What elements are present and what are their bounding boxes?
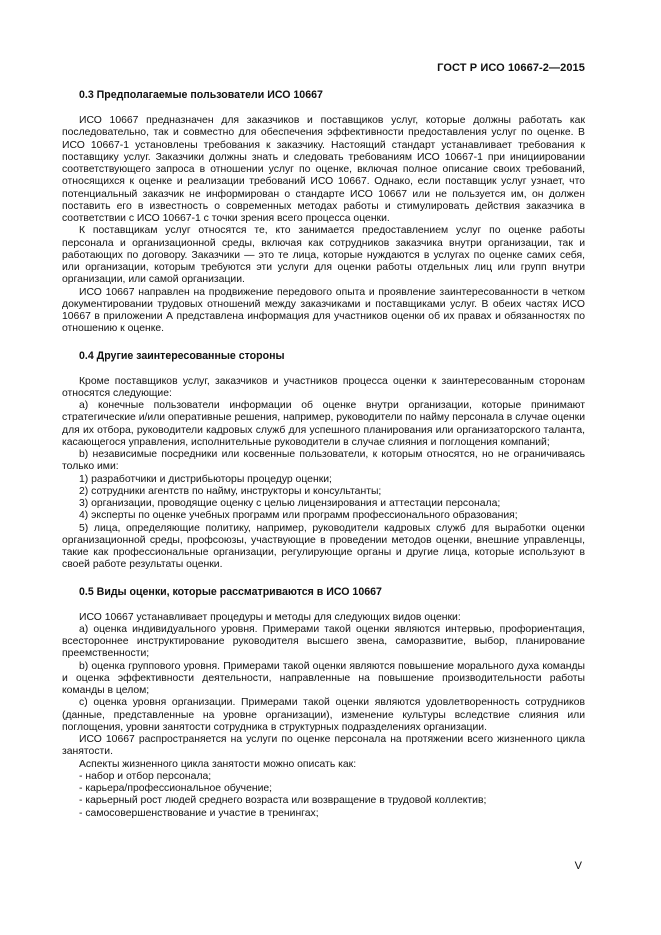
sub-list-item: - карьерный рост людей среднего возраста или возвращение в трудовой коллектив; — [79, 795, 487, 807]
sub-list-item: 1) разработчики и дистрибьюторы процедур оценки; — [79, 473, 332, 485]
section-heading: 0.4 Другие заинтересованные стороны — [79, 349, 285, 362]
sub-list-item: - карьера/профессиональное обучение; — [79, 783, 273, 794]
list-item: a) конечные пользователи информации об оценке внутри организации, которые принимают стратегические и/или оперативные решения, например, руководители по найму персонала в случае оценки для их отбора, руководители кадровых служб для успешного планирования или организаторского таланта, касающегося управления, исполнительные руководители в случае слияния и поглощения компаний; — [62, 400, 585, 448]
paragraph: ИСО 10667 устанавливает процедуры и методы для следующих видов оценки: — [79, 611, 461, 623]
paragraph: Кроме поставщиков услуг, заказчиков и участников процесса оценки к заинтересованным сторонам относятся следующие: — [62, 375, 585, 399]
list-item: a) оценка индивидуального уровня. Примерами такой оценки являются интервью, профориентация, всестороннее инструктирование руководителя высшего звена, саморазвитие, выбор, планирование преемственности; — [62, 623, 585, 660]
page-number: V — [574, 860, 582, 872]
sub-list-item: - набор и отбор персонала; — [79, 770, 212, 782]
section-heading: 0.3 Предполагаемые пользователи ИСО 10667 — [79, 89, 323, 101]
sub-list-item: - самосовершенствование и участие в тренингах; — [79, 807, 319, 819]
list-item: b) независимые посредники или косвенные пользователи, к которым относятся, но не ограничиваясь только ими: — [62, 449, 585, 473]
standard-header: ГОСТ Р ИСО 10667-2—2015 — [437, 62, 585, 74]
sub-list-item: 2) сотрудники агентств по найму, инструкторы и консультанты; — [79, 485, 382, 497]
paragraph: К поставщикам услуг относятся те, кто занимается предоставлением услуг по оценке работы персонала и организационной среды, включая как сотрудников заказчика внутри организации, так и работающих по договору. Заказчики — это те лица, которые нуждаются в услугах по оценке самих себя, или организации, которым требуются эти услуги для оценки работы отдельных лиц или групп внутри организации, или самой организации. — [62, 225, 585, 286]
paragraph: ИСО 10667 распространяется на услуги по оценке персонала на протяжении всего жизненного цикла занятости. — [62, 734, 585, 758]
paragraph: ИСО 10667 направлен на продвижение передового опыта и проявление заинтересованности в четком документировании трудовых отношений между заказчиками и поставщиками услуг. В обеих частях ИСО 10667 в приложении А представлена информация для участников оценки об их правах и обязанностях по отношению к оценке. — [62, 286, 585, 335]
section-heading: 0.5 Виды оценки, которые рассматриваются в ИСО 10667 — [79, 585, 382, 598]
paragraph: ИСО 10667 предназначен для заказчиков и поставщиков услуг, которые должны работать как последовательно, так и совместно для обеспечения эффективности предоставления услуг по оценке. В ИСО 10667-1 установлены требования к заказчику. Настоящий стандарт устанавливает требования к поставщику услуг. Заказчики должны знать и следовать требованиям ИСО 10667-1 при инициировании соответствующего запроса в отношении услуг по оценке, включая полное описание своих требований, относящихся к оценке и реализации требований ИСО 10667. Однако, если поставщик услуг узнает, что потенциальный заказчик не информирован о стандарте ИСО 10667 или не пользуется им, он должен поставить его в известность о современных методах работы и стимулировать действия заказчика в соответствии с ИСО 10667-1 с точки зрения всего процесса оценки. — [62, 115, 585, 224]
sub-list-item: 4) эксперты по оценке учебных программ или программ профессионального образования; — [79, 510, 518, 522]
list-item: b) оценка группового уровня. Примерами такой оценки являются повышение морального духа команды и оценка эффективности деятельности, направленные на повышение производительности работы команды в целом; — [62, 660, 585, 696]
paragraph: Аспекты жизненного цикла занятости можно описать как: — [79, 758, 357, 770]
sub-list-item: 5) лица, определяющие политику, например, руководители кадровых служб для выработки оценки организационной среды, профсоюзы, участвующие в проведении методов оценки, внешние управленцы, такие как профессиональные организации, регулирующие органы и другие лица, которые используют в своей работе результаты оценки. — [62, 522, 585, 571]
sub-list-item: 3) организации, проводящие оценку с целью лицензирования и аттестации персонала; — [79, 498, 501, 509]
document-body — [62, 88, 585, 820]
list-item: c) оценка уровня организации. Примерами такой оценки являются удовлетворенность сотрудников (данные, представленные на уровне организации), изменение культуры вследствие слияния или поглощения, уровни занятости сотрудника в структурных подразделениях организации. — [62, 697, 585, 733]
